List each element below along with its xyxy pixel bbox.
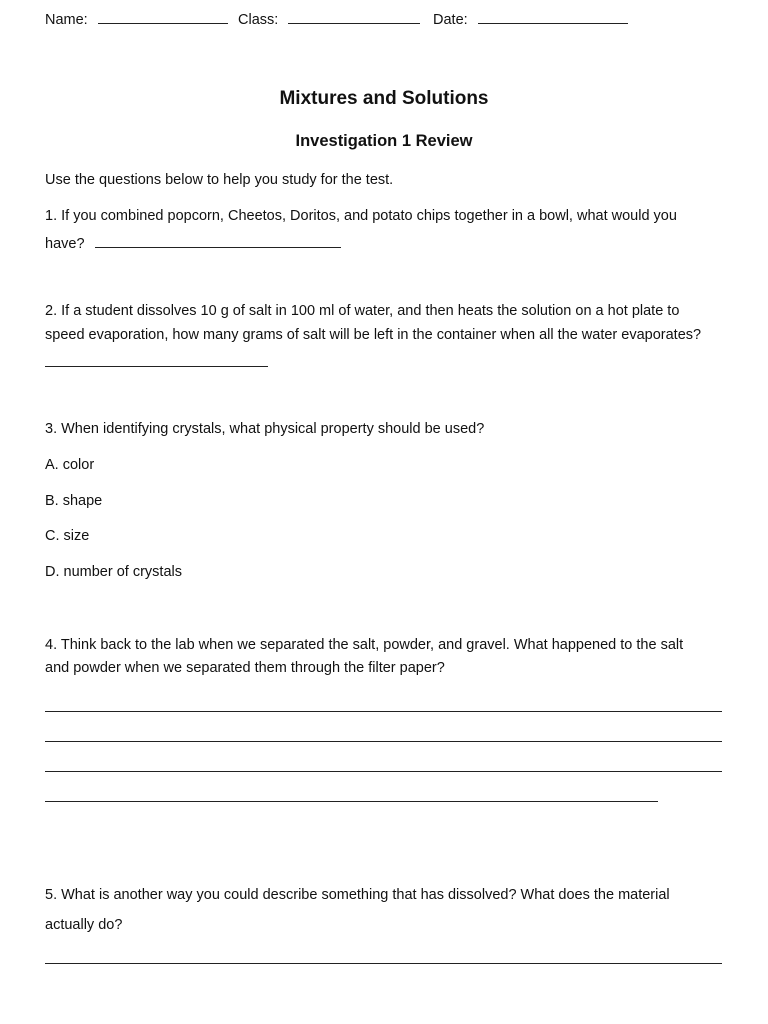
question-2-line-1: 2. If a student dissolves 10 g of salt in 100 ml of water, and then heats the solution on a hot plate to: [45, 303, 680, 319]
question-3-option-c[interactable]: C. size: [45, 528, 90, 544]
page-title: Mixtures and Solutions: [279, 88, 489, 109]
class-blank[interactable]: [288, 8, 420, 24]
question-4-answer-line-4[interactable]: [45, 801, 658, 802]
question-3-text: 3. When identifying crystals, what physical property should be used?: [45, 421, 485, 437]
class-field: [238, 8, 420, 28]
name-blank[interactable]: [98, 8, 228, 24]
date-field: [433, 8, 628, 28]
question-4-line-1: 4. Think back to the lab when we separated the salt, powder, and gravel. What happened to the salt: [45, 637, 684, 653]
intro-text: Use the questions below to help you study for the test.: [45, 172, 394, 188]
question-1-line-1: 1. If you combined popcorn, Cheetos, Doritos, and potato chips together in a bowl, what would you: [45, 208, 677, 224]
question-1-line-2: [45, 232, 341, 252]
question-5-answer-line[interactable]: [45, 963, 722, 964]
question-5-line-1: 5. What is another way you could describe something that has dissolved? What does the material: [45, 887, 670, 903]
question-4-answer-line-3[interactable]: [45, 771, 722, 772]
class-label: Class:: [238, 12, 279, 28]
date-blank[interactable]: [478, 8, 628, 24]
question-3-option-b[interactable]: B. shape: [45, 493, 103, 509]
question-3-option-d[interactable]: D. number of crystals: [45, 564, 182, 580]
name-label: Name:: [45, 12, 88, 28]
question-2-line-2: speed evaporation, how many grams of salt will be left in the container when all the water evaporates?: [45, 327, 702, 343]
question-4-line-2: and powder when we separated them through the filter paper?: [45, 660, 445, 676]
question-4-answer-line-1[interactable]: [45, 711, 722, 712]
question-2-answer-line[interactable]: [45, 366, 268, 367]
question-1-have-label: have?: [45, 236, 85, 252]
question-3-option-a[interactable]: A. color: [45, 457, 95, 473]
page-subtitle: Investigation 1 Review: [295, 132, 473, 150]
name-field: [45, 8, 228, 28]
question-1-answer-line[interactable]: [95, 232, 341, 248]
question-4-answer-line-2[interactable]: [45, 741, 722, 742]
question-5-line-2: actually do?: [45, 917, 123, 933]
date-label: Date:: [433, 12, 468, 28]
